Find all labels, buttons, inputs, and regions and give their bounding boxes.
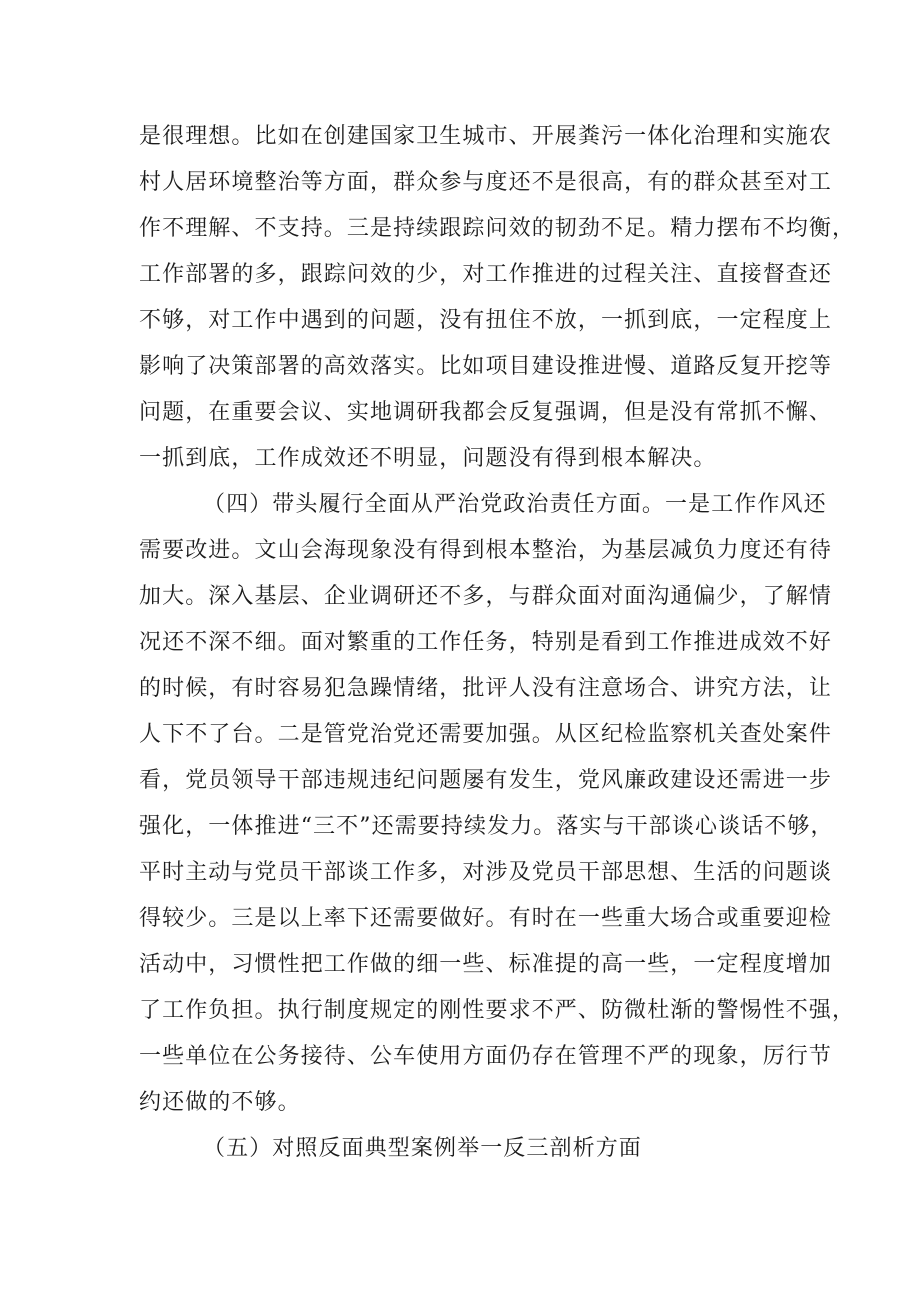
text-line: 强化，一体推进“三不”还需要持续发力。落实与干部谈心谈话不够， (139, 814, 834, 839)
text-line: 看，党员领导干部违规违纪问题屡有发生，党风廉政建设还需进一步 (139, 768, 833, 793)
text-line: 问题，在重要会议、实地调研我都会反复强调，但是没有常抓不懈、 (139, 400, 833, 425)
text-line: 约还做的不够。 (139, 1090, 301, 1115)
text-line: 作不理解、不支持。三是持续跟踪问效的韧劲不足。精力摆布不均衡， (139, 216, 856, 241)
text-line: 一些单位在公务接待、公车使用方面仍存在管理不严的现象，厉行节 (139, 1044, 833, 1069)
text-line: 的时候，有时容易犯急躁情绪，批评人没有注意场合、讲究方法，让 (139, 676, 833, 701)
text-line: 需要改进。文山会海现象没有得到根本整治，为基层减负力度还有待 (139, 538, 833, 563)
section-heading-line: （四）带头履行全面从严治党政治责任方面。一是工作作风还 (203, 492, 827, 517)
text-line: 了工作负担。执行制度规定的刚性要求不严、防微杜渐的警惕性不强， (139, 998, 856, 1023)
text-line: 活动中，习惯性把工作做的细一些、标准提的高一些，一定程度增加 (139, 952, 833, 977)
text-line: 影响了决策部署的高效落实。比如项目建设推进慢、道路反复开挖等 (139, 354, 833, 379)
text-line: 不够，对工作中遇到的问题，没有扭住不放，一抓到底，一定程度上 (139, 308, 833, 333)
text-line: 是很理想。比如在创建国家卫生城市、开展粪污一体化治理和实施农 (139, 124, 833, 149)
text-line: 加大。深入基层、企业调研还不多，与群众面对面沟通偏少，了解情 (139, 584, 833, 609)
text-line: 工作部署的多，跟踪问效的少，对工作推进的过程关注、直接督查还 (139, 262, 833, 287)
text-line: 村人居环境整治等方面，群众参与度还不是很高，有的群众甚至对工 (139, 170, 833, 195)
text-line: 况还不深不细。面对繁重的工作任务，特别是看到工作推进成效不好 (139, 630, 833, 655)
document-body (139, 114, 856, 1172)
text-line: 人下不了台。二是管党治党还需要加强。从区纪检监察机关查处案件 (139, 722, 833, 747)
text-line: 一抓到底，工作成效还不明显，问题没有得到根本解决。 (139, 446, 717, 471)
text-line: 平时主动与党员干部谈工作多，对涉及党员干部思想、生活的问题谈 (139, 860, 833, 885)
text-line: 得较少。三是以上率下还需要做好。有时在一些重大场合或重要迎检 (139, 906, 833, 931)
section-heading: （五）对照反面典型案例举一反三剖析方面 (203, 1136, 642, 1161)
